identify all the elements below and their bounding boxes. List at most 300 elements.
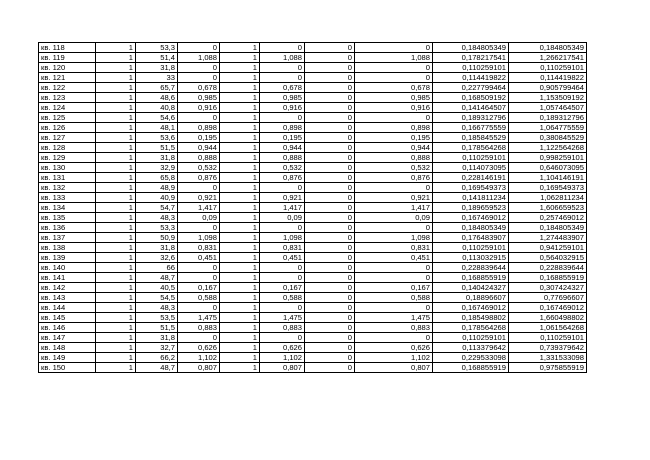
table-cell: 40,9 bbox=[136, 193, 178, 203]
table-cell: 0,257469012 bbox=[509, 213, 587, 223]
apartment-label-cell: кв. 144 bbox=[39, 303, 96, 313]
table-cell: 50,9 bbox=[136, 233, 178, 243]
table-cell: 0,898 bbox=[178, 123, 220, 133]
table-row bbox=[39, 293, 587, 303]
table-cell: 1 bbox=[220, 83, 260, 93]
table-cell: 1,061564268 bbox=[509, 323, 587, 333]
table-cell: 0,09 bbox=[260, 213, 305, 223]
table-cell: 0,110259101 bbox=[509, 63, 587, 73]
table-cell: 0,168855919 bbox=[433, 273, 509, 283]
table-cell: 0,228839644 bbox=[509, 263, 587, 273]
table-cell: 0,678 bbox=[355, 83, 433, 93]
table-row bbox=[39, 133, 587, 143]
table-row bbox=[39, 123, 587, 133]
table-cell: 1 bbox=[220, 73, 260, 83]
table-cell: 0,831 bbox=[178, 243, 220, 253]
table-cell: 1 bbox=[220, 273, 260, 283]
table-row bbox=[39, 73, 587, 83]
table-cell: 31,8 bbox=[136, 243, 178, 253]
apartment-label-cell: кв. 139 bbox=[39, 253, 96, 263]
table-cell: 0 bbox=[305, 183, 355, 193]
table-cell: 1 bbox=[220, 113, 260, 123]
table-cell: 1 bbox=[220, 283, 260, 293]
table-cell: 0,916 bbox=[260, 103, 305, 113]
table-cell: 0 bbox=[305, 113, 355, 123]
table-cell: 0 bbox=[355, 223, 433, 233]
table-cell: 0,169549373 bbox=[509, 183, 587, 193]
table-cell: 0,227799464 bbox=[433, 83, 509, 93]
table-cell: 1,057464507 bbox=[509, 103, 587, 113]
apartment-label-cell: кв. 128 bbox=[39, 143, 96, 153]
table-row bbox=[39, 173, 587, 183]
table-cell: 0,944 bbox=[260, 143, 305, 153]
table-cell: 0,184805349 bbox=[433, 223, 509, 233]
table-cell: 0,626 bbox=[260, 343, 305, 353]
table-cell: 0 bbox=[305, 163, 355, 173]
table-cell: 1,606659523 bbox=[509, 203, 587, 213]
table-cell: 0,532 bbox=[260, 163, 305, 173]
table-cell: 1 bbox=[96, 123, 136, 133]
spreadsheet-table bbox=[38, 42, 587, 373]
table-cell: 0,916 bbox=[355, 103, 433, 113]
table-cell: 48,3 bbox=[136, 303, 178, 313]
table-cell: 0,184805349 bbox=[509, 223, 587, 233]
table-cell: 0,110259101 bbox=[433, 243, 509, 253]
table-cell: 0,975855919 bbox=[509, 363, 587, 373]
table-cell: 0,451 bbox=[260, 253, 305, 263]
table-cell: 1 bbox=[96, 113, 136, 123]
table-cell: 0,18896607 bbox=[433, 293, 509, 303]
table-cell: 0,178564268 bbox=[433, 143, 509, 153]
table-cell: 0 bbox=[305, 143, 355, 153]
table-cell: 0,888 bbox=[355, 153, 433, 163]
table-cell: 0,189659523 bbox=[433, 203, 509, 213]
table-cell: 0,921 bbox=[260, 193, 305, 203]
table-row bbox=[39, 113, 587, 123]
table-cell: 0 bbox=[305, 193, 355, 203]
apartment-label-cell: кв. 146 bbox=[39, 323, 96, 333]
table-row bbox=[39, 313, 587, 323]
table-cell: 1 bbox=[220, 163, 260, 173]
table-cell: 1 bbox=[220, 353, 260, 363]
table-cell: 0,985 bbox=[260, 93, 305, 103]
table-cell: 0 bbox=[260, 183, 305, 193]
table-cell: 1,475 bbox=[178, 313, 220, 323]
table-cell: 0 bbox=[178, 63, 220, 73]
table-row bbox=[39, 353, 587, 363]
table-cell: 1 bbox=[96, 63, 136, 73]
table-cell: 0 bbox=[305, 103, 355, 113]
table-cell: 53,3 bbox=[136, 223, 178, 233]
table-cell: 1,102 bbox=[355, 353, 433, 363]
table-cell: 0 bbox=[305, 153, 355, 163]
table-cell: 0,678 bbox=[178, 83, 220, 93]
table-cell: 1 bbox=[220, 183, 260, 193]
table-cell: 1,417 bbox=[355, 203, 433, 213]
table-cell: 0,168509192 bbox=[433, 93, 509, 103]
table-cell: 0 bbox=[178, 113, 220, 123]
table-cell: 1,417 bbox=[178, 203, 220, 213]
table-cell: 0,588 bbox=[260, 293, 305, 303]
table-cell: 0,113379642 bbox=[433, 343, 509, 353]
table-cell: 1 bbox=[96, 243, 136, 253]
table-cell: 0 bbox=[178, 183, 220, 193]
table-cell: 1 bbox=[220, 143, 260, 153]
table-cell: 1,274483907 bbox=[509, 233, 587, 243]
table-cell: 0,140424327 bbox=[433, 283, 509, 293]
table-cell: 0 bbox=[260, 303, 305, 313]
apartment-label-cell: кв. 135 bbox=[39, 213, 96, 223]
table-cell: 0,588 bbox=[355, 293, 433, 303]
table-cell: 0,876 bbox=[260, 173, 305, 183]
table-cell: 0 bbox=[178, 43, 220, 53]
apartment-label-cell: кв. 127 bbox=[39, 133, 96, 143]
table-row bbox=[39, 333, 587, 343]
table-cell: 0 bbox=[355, 273, 433, 283]
table-row bbox=[39, 143, 587, 153]
table-cell: 51,5 bbox=[136, 143, 178, 153]
table-cell: 0,114073095 bbox=[433, 163, 509, 173]
table-row bbox=[39, 303, 587, 313]
table-cell: 1 bbox=[96, 303, 136, 313]
table-cell: 0 bbox=[305, 223, 355, 233]
table-cell: 0 bbox=[178, 73, 220, 83]
table-cell: 0,888 bbox=[178, 153, 220, 163]
table-cell: 1 bbox=[96, 213, 136, 223]
table-cell: 0 bbox=[178, 333, 220, 343]
apartment-label-cell: кв. 131 bbox=[39, 173, 96, 183]
table-row bbox=[39, 43, 587, 53]
table-cell: 1,064775559 bbox=[509, 123, 587, 133]
table-cell: 0,883 bbox=[260, 323, 305, 333]
table-cell: 1,475 bbox=[260, 313, 305, 323]
table-cell: 0,113032915 bbox=[433, 253, 509, 263]
table-cell: 0,189312796 bbox=[509, 113, 587, 123]
table-cell: 0,09 bbox=[178, 213, 220, 223]
table-cell: 1 bbox=[96, 193, 136, 203]
table-cell: 1 bbox=[96, 93, 136, 103]
table-cell: 0 bbox=[260, 73, 305, 83]
apartment-label-cell: кв. 120 bbox=[39, 63, 96, 73]
table-cell: 0,141464507 bbox=[433, 103, 509, 113]
apartment-label-cell: кв. 122 bbox=[39, 83, 96, 93]
table-cell: 32,7 bbox=[136, 343, 178, 353]
table-cell: 0 bbox=[305, 323, 355, 333]
table-cell: 1 bbox=[96, 163, 136, 173]
table-cell: 1,122564268 bbox=[509, 143, 587, 153]
table-cell: 1 bbox=[220, 63, 260, 73]
table-row bbox=[39, 63, 587, 73]
table-cell: 0 bbox=[305, 123, 355, 133]
table-cell: 0 bbox=[305, 233, 355, 243]
table-cell: 0,184805349 bbox=[509, 43, 587, 53]
table-cell: 40,8 bbox=[136, 103, 178, 113]
table-cell: 0,916 bbox=[178, 103, 220, 113]
table-cell: 0,178564268 bbox=[433, 323, 509, 333]
table-cell: 1 bbox=[96, 183, 136, 193]
table-cell: 1 bbox=[220, 103, 260, 113]
table-cell: 1 bbox=[96, 133, 136, 143]
table-cell: 0,921 bbox=[355, 193, 433, 203]
table-cell: 0,184805349 bbox=[433, 43, 509, 53]
table-cell: 1 bbox=[220, 43, 260, 53]
table-cell: 0 bbox=[305, 173, 355, 183]
apartment-label-cell: кв. 132 bbox=[39, 183, 96, 193]
table-cell: 1 bbox=[220, 293, 260, 303]
table-cell: 0,77696607 bbox=[509, 293, 587, 303]
table-row bbox=[39, 83, 587, 93]
table-cell: 1 bbox=[96, 203, 136, 213]
table-cell: 1 bbox=[220, 173, 260, 183]
table-cell: 1,102 bbox=[260, 353, 305, 363]
table-cell: 1,102 bbox=[178, 353, 220, 363]
table-cell: 0,166775559 bbox=[433, 123, 509, 133]
apartment-label-cell: кв. 124 bbox=[39, 103, 96, 113]
table-cell: 1 bbox=[220, 213, 260, 223]
table-cell: 0 bbox=[355, 63, 433, 73]
table-cell: 0 bbox=[260, 333, 305, 343]
table-row bbox=[39, 183, 587, 193]
table-cell: 0,883 bbox=[355, 323, 433, 333]
table-cell: 0,229533098 bbox=[433, 353, 509, 363]
table-cell: 1 bbox=[96, 53, 136, 63]
table-cell: 0,168855919 bbox=[509, 273, 587, 283]
table-cell: 48,9 bbox=[136, 183, 178, 193]
table-cell: 0,380845529 bbox=[509, 133, 587, 143]
apartment-label-cell: кв. 134 bbox=[39, 203, 96, 213]
table-cell: 1 bbox=[220, 303, 260, 313]
table-cell: 0 bbox=[178, 263, 220, 273]
table-cell: 66 bbox=[136, 263, 178, 273]
table-cell: 1 bbox=[220, 243, 260, 253]
apartment-label-cell: кв. 130 bbox=[39, 163, 96, 173]
table-cell: 0,167 bbox=[178, 283, 220, 293]
table-cell: 1 bbox=[96, 353, 136, 363]
table-cell: 1 bbox=[96, 43, 136, 53]
table-cell: 0,228146191 bbox=[433, 173, 509, 183]
table-cell: 0,905799464 bbox=[509, 83, 587, 93]
table-cell: 1 bbox=[96, 333, 136, 343]
table-cell: 0,807 bbox=[178, 363, 220, 373]
table-cell: 0,167 bbox=[260, 283, 305, 293]
table-cell: 0 bbox=[305, 263, 355, 273]
table-cell: 0,167469012 bbox=[433, 303, 509, 313]
table-cell: 54,6 bbox=[136, 113, 178, 123]
table-row bbox=[39, 273, 587, 283]
apartment-label-cell: кв. 142 bbox=[39, 283, 96, 293]
table-cell: 1 bbox=[220, 263, 260, 273]
table-cell: 0,185498802 bbox=[433, 313, 509, 323]
table-cell: 0,09 bbox=[355, 213, 433, 223]
table-cell: 0,110259101 bbox=[433, 153, 509, 163]
table-row bbox=[39, 223, 587, 233]
table-cell: 0,114419822 bbox=[433, 73, 509, 83]
table-cell: 0 bbox=[260, 273, 305, 283]
table-cell: 1 bbox=[220, 193, 260, 203]
table-cell: 0,941259101 bbox=[509, 243, 587, 253]
table-row bbox=[39, 203, 587, 213]
apartment-label-cell: кв. 141 bbox=[39, 273, 96, 283]
table-cell: 0,807 bbox=[260, 363, 305, 373]
table-cell: 0,888 bbox=[260, 153, 305, 163]
table-cell: 51,4 bbox=[136, 53, 178, 63]
apartment-label-cell: кв. 147 bbox=[39, 333, 96, 343]
table-cell: 0 bbox=[355, 183, 433, 193]
table-cell: 0,141811234 bbox=[433, 193, 509, 203]
table-cell: 0,185845529 bbox=[433, 133, 509, 143]
table-cell: 1,062811234 bbox=[509, 193, 587, 203]
table-cell: 0 bbox=[305, 363, 355, 373]
table-cell: 1 bbox=[220, 253, 260, 263]
table-cell: 0 bbox=[305, 293, 355, 303]
table-body bbox=[39, 43, 587, 373]
table-row bbox=[39, 323, 587, 333]
table-cell: 0,176483907 bbox=[433, 233, 509, 243]
apartment-label-cell: кв. 138 bbox=[39, 243, 96, 253]
table-cell: 0 bbox=[305, 203, 355, 213]
table-row bbox=[39, 213, 587, 223]
table-cell: 53,3 bbox=[136, 43, 178, 53]
table-cell: 0 bbox=[355, 43, 433, 53]
table-cell: 1,660498802 bbox=[509, 313, 587, 323]
apartment-label-cell: кв. 119 bbox=[39, 53, 96, 63]
table-cell: 1 bbox=[96, 223, 136, 233]
table-cell: 48,7 bbox=[136, 273, 178, 283]
table-row bbox=[39, 253, 587, 263]
table-cell: 1,098 bbox=[260, 233, 305, 243]
table-cell: 0,110259101 bbox=[433, 63, 509, 73]
table-cell: 1 bbox=[220, 53, 260, 63]
table-cell: 1 bbox=[220, 203, 260, 213]
table-cell: 1,266217541 bbox=[509, 53, 587, 63]
table-cell: 0,831 bbox=[260, 243, 305, 253]
apartment-label-cell: кв. 118 bbox=[39, 43, 96, 53]
table-cell: 31,8 bbox=[136, 333, 178, 343]
table-cell: 1 bbox=[220, 233, 260, 243]
apartment-label-cell: кв. 143 bbox=[39, 293, 96, 303]
table-cell: 0 bbox=[305, 303, 355, 313]
apartment-label-cell: кв. 133 bbox=[39, 193, 96, 203]
table-cell: 0,307424327 bbox=[509, 283, 587, 293]
table-cell: 48,7 bbox=[136, 363, 178, 373]
table-cell: 65,8 bbox=[136, 173, 178, 183]
table-cell: 54,5 bbox=[136, 293, 178, 303]
table-cell: 48,6 bbox=[136, 93, 178, 103]
table-cell: 0 bbox=[178, 273, 220, 283]
table-cell: 1,088 bbox=[355, 53, 433, 63]
table-cell: 0,646073095 bbox=[509, 163, 587, 173]
apartment-label-cell: кв. 137 bbox=[39, 233, 96, 243]
table-cell: 1 bbox=[96, 263, 136, 273]
table-row bbox=[39, 233, 587, 243]
table-cell: 0 bbox=[305, 63, 355, 73]
table-cell: 0,876 bbox=[178, 173, 220, 183]
apartment-label-cell: кв. 129 bbox=[39, 153, 96, 163]
table-cell: 31,8 bbox=[136, 153, 178, 163]
table-cell: 48,3 bbox=[136, 213, 178, 223]
apartment-label-cell: кв. 140 bbox=[39, 263, 96, 273]
table-cell: 0 bbox=[305, 333, 355, 343]
table-cell: 0,998259101 bbox=[509, 153, 587, 163]
table-cell: 0 bbox=[305, 273, 355, 283]
apartment-label-cell: кв. 123 bbox=[39, 93, 96, 103]
table-cell: 1 bbox=[220, 363, 260, 373]
table-cell: 0 bbox=[305, 93, 355, 103]
table-row bbox=[39, 163, 587, 173]
table-cell: 1 bbox=[96, 273, 136, 283]
table-cell: 0,678 bbox=[260, 83, 305, 93]
table-cell: 1 bbox=[96, 153, 136, 163]
table-cell: 0 bbox=[305, 343, 355, 353]
apartment-label-cell: кв. 150 bbox=[39, 363, 96, 373]
table-cell: 0 bbox=[260, 113, 305, 123]
table-cell: 53,5 bbox=[136, 313, 178, 323]
table-cell: 0 bbox=[305, 73, 355, 83]
table-cell: 1 bbox=[96, 313, 136, 323]
table-cell: 0,626 bbox=[178, 343, 220, 353]
table-cell: 0 bbox=[355, 263, 433, 273]
table-cell: 0,921 bbox=[178, 193, 220, 203]
table-cell: 0,451 bbox=[178, 253, 220, 263]
table-cell: 0,114419822 bbox=[509, 73, 587, 83]
table-cell: 66,2 bbox=[136, 353, 178, 363]
table-cell: 1 bbox=[220, 93, 260, 103]
table-cell: 0,169549373 bbox=[433, 183, 509, 193]
table-cell: 0,876 bbox=[355, 173, 433, 183]
table-cell: 0 bbox=[305, 283, 355, 293]
table-cell: 1,331533098 bbox=[509, 353, 587, 363]
table-row bbox=[39, 363, 587, 373]
table-cell: 0,739379642 bbox=[509, 343, 587, 353]
table-cell: 0 bbox=[355, 333, 433, 343]
table-cell: 0,944 bbox=[355, 143, 433, 153]
table-cell: 1 bbox=[220, 153, 260, 163]
table-cell: 0,944 bbox=[178, 143, 220, 153]
table-cell: 1 bbox=[220, 323, 260, 333]
table-cell: 0 bbox=[305, 243, 355, 253]
table-cell: 0,110259101 bbox=[509, 333, 587, 343]
table-cell: 1,475 bbox=[355, 313, 433, 323]
table-cell: 0,807 bbox=[355, 363, 433, 373]
table-cell: 0,168855919 bbox=[433, 363, 509, 373]
table-cell: 0,167 bbox=[355, 283, 433, 293]
table-cell: 0,167469012 bbox=[433, 213, 509, 223]
table-cell: 1 bbox=[96, 283, 136, 293]
apartment-label-cell: кв. 125 bbox=[39, 113, 96, 123]
table-cell: 51,5 bbox=[136, 323, 178, 333]
table-cell: 0 bbox=[178, 303, 220, 313]
table-cell: 0 bbox=[305, 83, 355, 93]
table-cell: 0 bbox=[178, 223, 220, 233]
table-cell: 1 bbox=[96, 83, 136, 93]
table-cell: 1 bbox=[96, 323, 136, 333]
table-row bbox=[39, 263, 587, 273]
apartment-label-cell: кв. 149 bbox=[39, 353, 96, 363]
table-cell: 1 bbox=[96, 233, 136, 243]
table-cell: 0,195 bbox=[355, 133, 433, 143]
table-cell: 0 bbox=[260, 43, 305, 53]
table-row bbox=[39, 343, 587, 353]
table-cell: 0 bbox=[305, 53, 355, 63]
table-cell: 1 bbox=[220, 313, 260, 323]
table-cell: 0,167469012 bbox=[509, 303, 587, 313]
table-cell: 0 bbox=[305, 133, 355, 143]
table-cell: 1 bbox=[96, 343, 136, 353]
table-cell: 0,532 bbox=[178, 163, 220, 173]
table-cell: 0,985 bbox=[355, 93, 433, 103]
table-cell: 31,8 bbox=[136, 63, 178, 73]
apartment-label-cell: кв. 126 bbox=[39, 123, 96, 133]
